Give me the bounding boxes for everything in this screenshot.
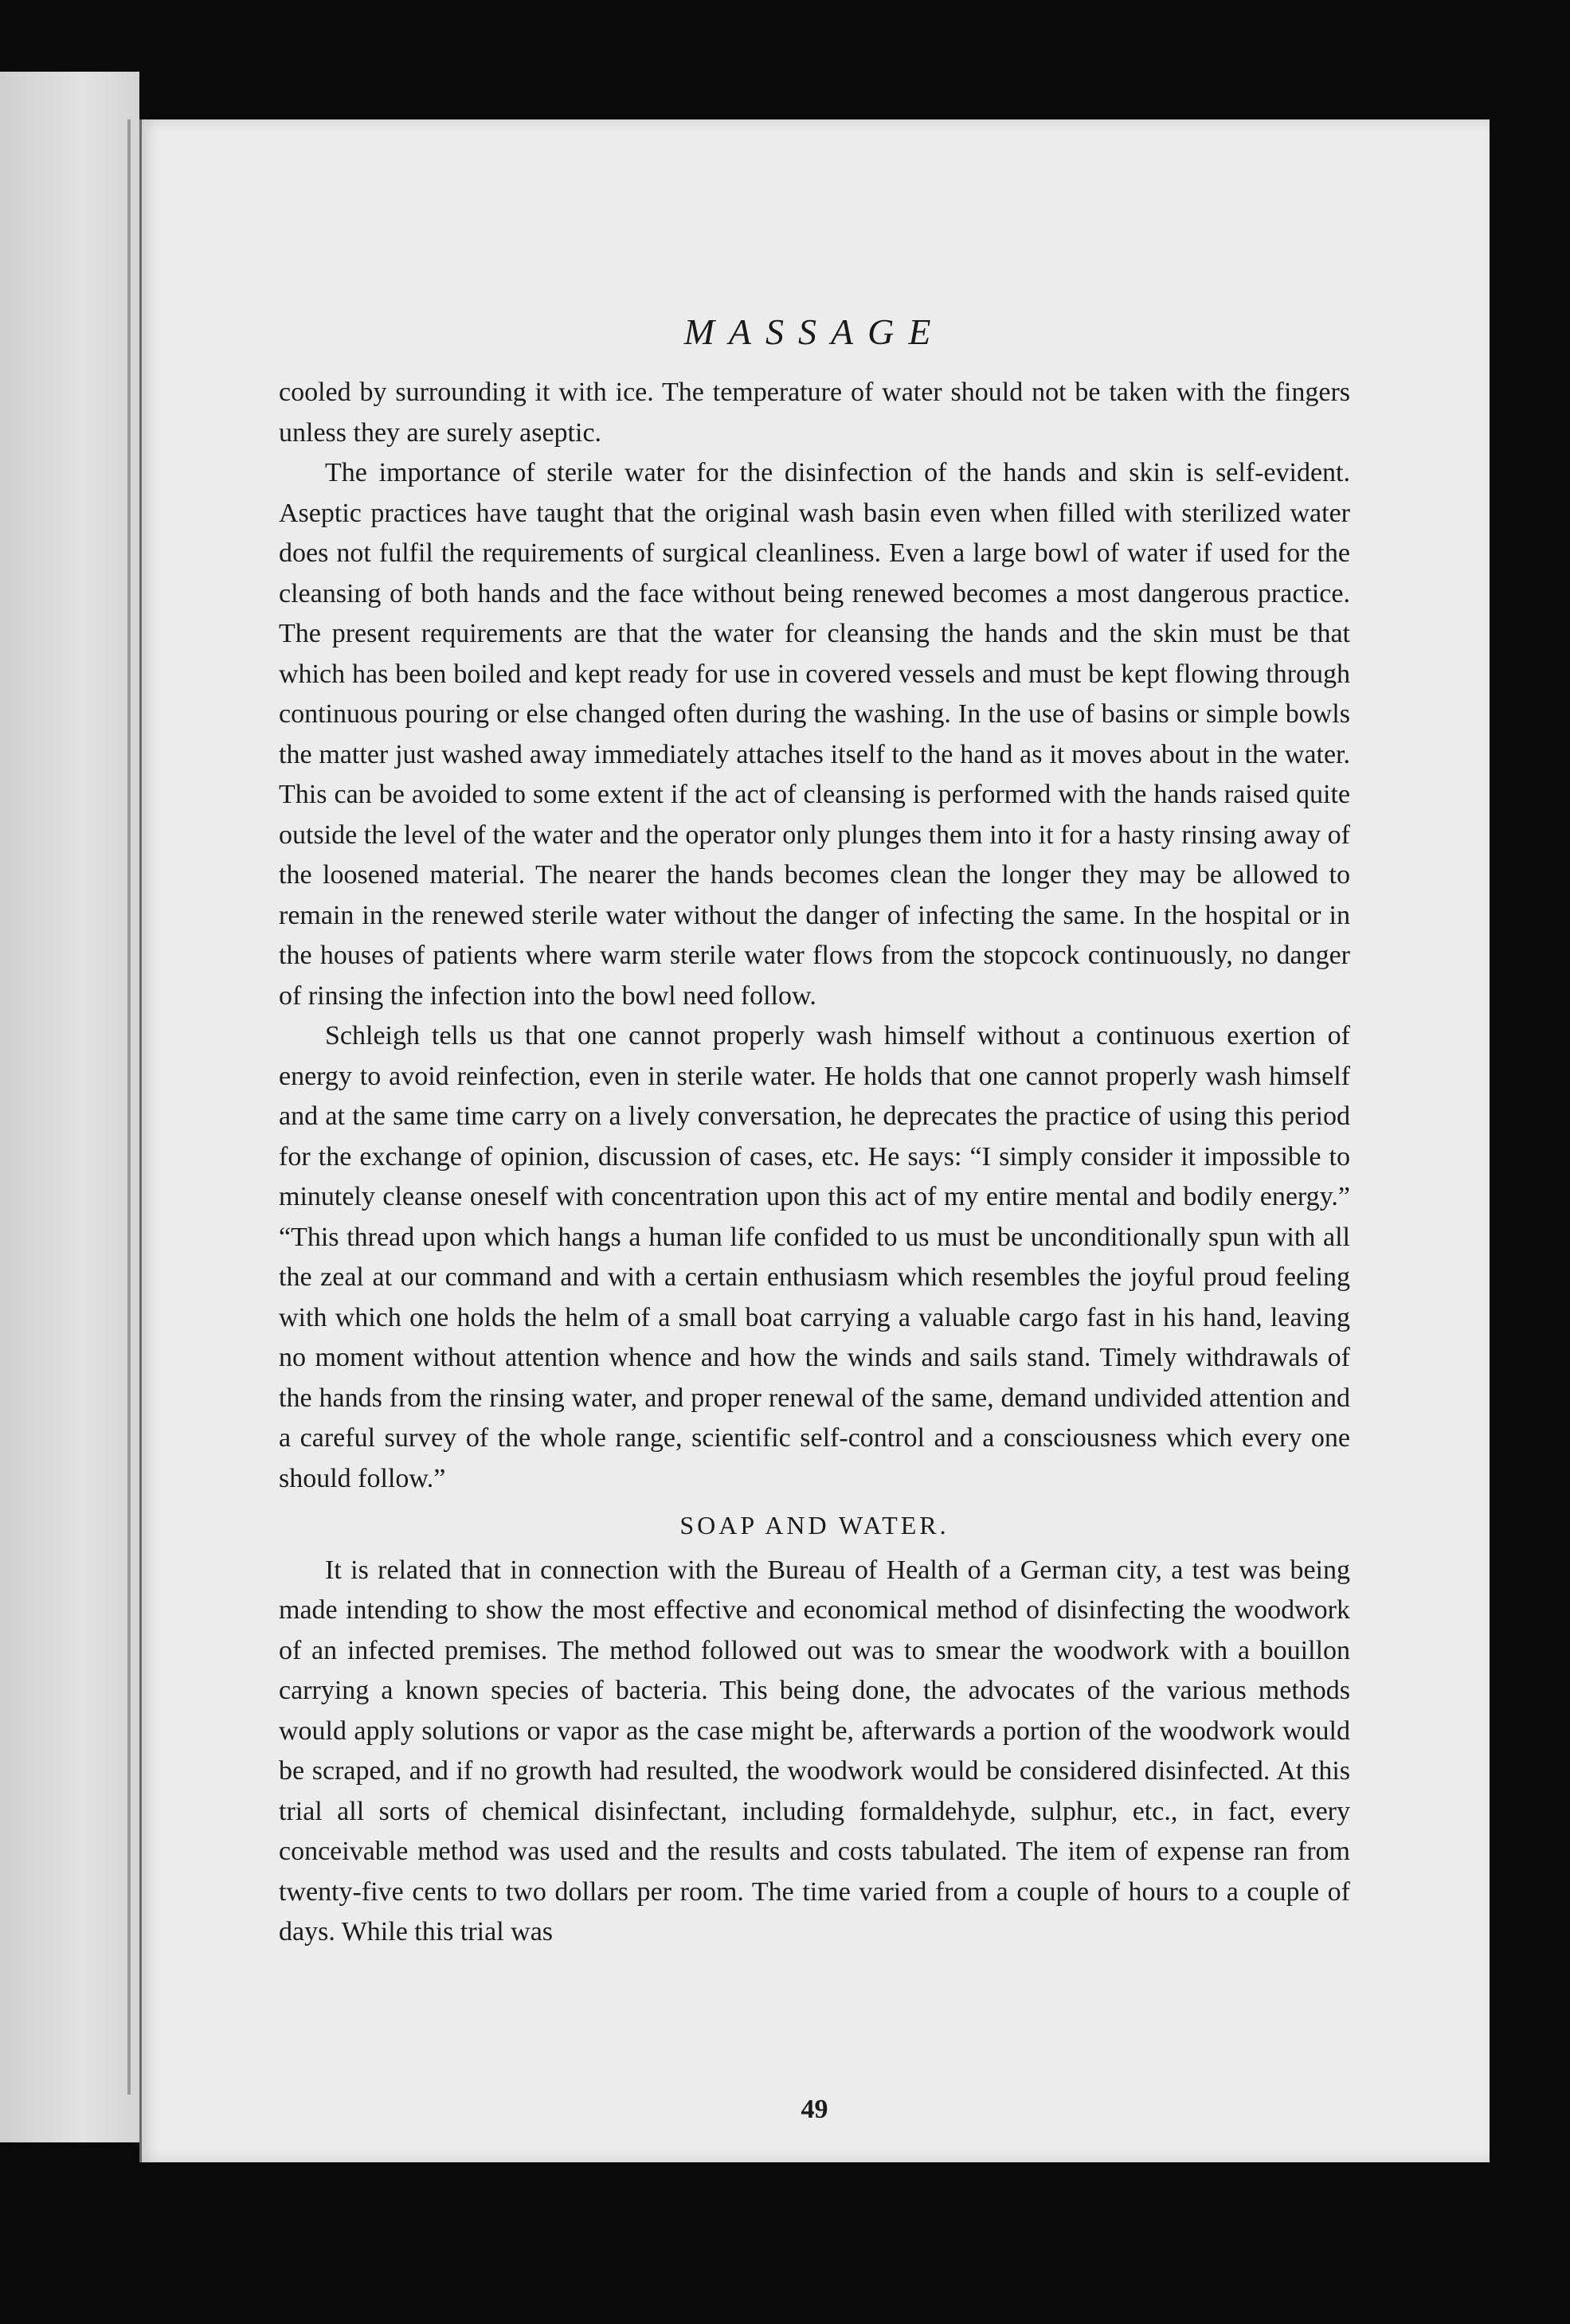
page-number: 49: [801, 2095, 828, 2124]
gutter-line: [139, 119, 142, 2162]
paragraph-sterile-water: The importance of sterile water for the disinfection of the hands and skin is self-evident. Aseptic practices have taught that the original wash basin even when filled with sterilized water does not fulfil the requirements of surgical cleanliness. Even a large bowl of water if used for the cleansing of both hands and the face without being renewed becomes a most dangerous practice. The present requirements are that the water for cleansing the hands and the skin must be that which has been boiled and kept ready for use in covered vessels and must be kept flowing through continuous pouring or else changed often during the washing. In the use of basins or simple bowls the matter just washed away immediately attaches itself to the hand as it moves about in the water. This can be avoided to some extent if the act of cleansing is performed with the hands raised quite outside the level of the water and the operator only plunges them into it for a hasty rinsing away of the loosened material. The nearer the hands becomes clean the longer they may be allowed to remain in the renewed sterile water without the danger of infecting the same. In the hospital or in the houses of patients where warm sterile water flows from the stopcock continuously, no danger of rinsing the infection into the bowl need follow.: [279, 458, 1350, 1011]
paragraph-continuation: cooled by surrounding it with ice. The temperature of water should not be taken with the fingers unless they are surely aseptic.: [279, 378, 1350, 448]
facing-page-shadow: [127, 119, 131, 2095]
running-head: MASSAGE: [683, 311, 946, 352]
facing-page-edge: [0, 72, 139, 2142]
body-text: [279, 373, 1350, 1953]
section-heading: SOAP AND WATER.: [679, 1511, 949, 1540]
paragraph-schleigh: Schleigh tells us that one cannot properly wash himself without a continuous exertion of energy to avoid reinfection, even in sterile water. He holds that one cannot properly wash himself and at the same time carry on a lively conversation, he deprecates the practice of using this period for the exchange of opinion, discussion of cases, etc. He says: “I simply consider it impossible to minutely cleanse oneself with concentration upon this act of my entire mental and bodily energy.” “This thread upon which hangs a human life confided to us must be unconditionally spun with all the zeal at our command and with a certain enthusiasm which resembles the joyful proud feeling with which one holds the helm of a small boat carrying a valuable cargo fast in his hand, leaving no moment without attention whence and how the winds and sails stand. Timely withdrawals of the hands from the rinsing water, and proper renewal of the same, demand undivided attention and a careful survey of the whole range, scientific self-control and a consciousness which every one should follow.”: [279, 1021, 1350, 1493]
book-page: [139, 119, 1490, 2162]
paragraph-soap-and-water: It is related that in connection with the Bureau of Health of a German city, a test was being made intending to show the most effective and economical method of disinfecting the woodwork of an infected premises. The method followed out was to smear the woodwork with a bouillon carrying a known species of bacteria. This being done, the advocates of the various methods would apply solutions or vapor as the case might be, afterwards a portion of the woodwork would be scraped, and if no growth had resulted, the woodwork would be considered disinfected. At this trial all sorts of chemical disinfectant, including formaldehyde, sulphur, etc., in fact, every conceivable method was used and the results and costs tabulated. The item of expense ran from twenty-five cents to two dollars per room. The time varied from a couple of hours to a couple of days. While this trial was: [279, 1555, 1350, 1946]
